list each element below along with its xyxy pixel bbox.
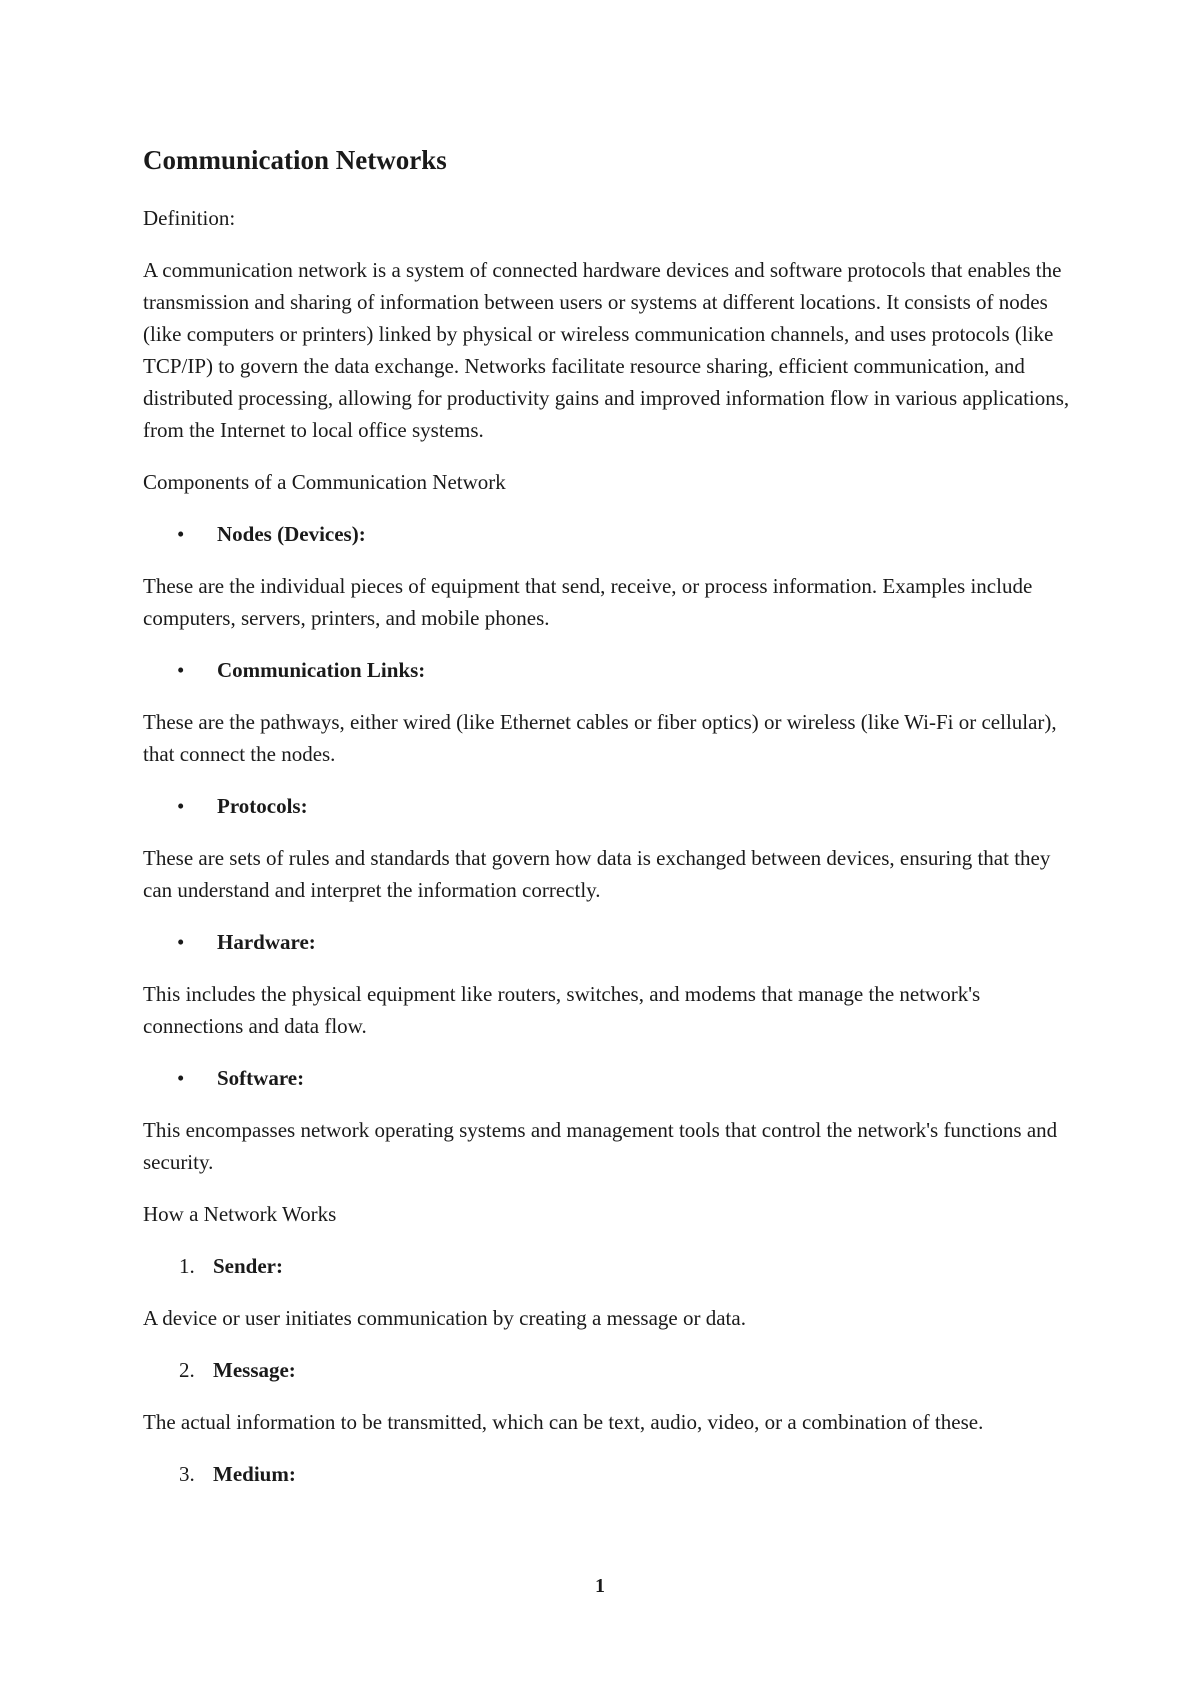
components-heading: Components of a Communication Network xyxy=(143,470,506,494)
component-term: Software: xyxy=(217,1066,305,1090)
step-term: Medium: xyxy=(213,1462,296,1486)
how-heading: How a Network Works xyxy=(143,1202,337,1226)
component-term: Protocols: xyxy=(217,794,308,818)
bullet-marker: • xyxy=(177,794,185,818)
list-item xyxy=(143,1458,1073,1490)
number-marker: 1. xyxy=(179,1254,195,1278)
definition-label: Definition: xyxy=(143,206,236,230)
step-term: Sender: xyxy=(213,1254,283,1278)
list-item xyxy=(143,790,1073,822)
component-term: Communication Links: xyxy=(217,658,426,682)
number-marker: 3. xyxy=(179,1462,195,1486)
definition-text: A communication network is a system of connected hardware devices and software protocols that enables the transmission and sharing of information between users or systems at different locations. It consists of nodes (like computers or printers) linked by physical or wireless communication channels, and uses protocols (like TCP/IP) to govern the data exchange. Networks facilitate resource sharing, efficient communication, and distributed processing, allowing for productivity gains and improved information flow in various applications, from the Internet to local office systems. xyxy=(143,258,1070,442)
component-description: These are the individual pieces of equipment that send, receive, or process information. Examples include computers, servers, printers, and mobile phones. xyxy=(143,574,1033,630)
step-term: Message: xyxy=(213,1358,296,1382)
bullet-marker: • xyxy=(177,522,185,546)
list-item xyxy=(143,1250,1073,1282)
steps-list xyxy=(143,1250,1073,1490)
component-description: This encompasses network operating systems and management tools that control the network's functions and security. xyxy=(143,1118,1058,1174)
bullet-marker: • xyxy=(177,658,185,682)
list-item xyxy=(143,1354,1073,1386)
list-item xyxy=(143,518,1073,550)
step-description: A device or user initiates communication by creating a message or data. xyxy=(143,1306,746,1330)
components-list xyxy=(143,518,1073,1178)
bullet-marker: • xyxy=(177,930,185,954)
document-page xyxy=(143,140,1073,1510)
component-description: These are the pathways, either wired (like Ethernet cables or fiber optics) or wireless (like Wi-Fi or cellular), that connect the nodes. xyxy=(143,710,1057,766)
list-item xyxy=(143,1062,1073,1094)
step-description: The actual information to be transmitted, which can be text, audio, video, or a combination of these. xyxy=(143,1410,984,1434)
component-description: This includes the physical equipment like routers, switches, and modems that manage the network's connections and data flow. xyxy=(143,982,981,1038)
bullet-marker: • xyxy=(177,1066,185,1090)
component-description: These are sets of rules and standards that govern how data is exchanged between devices, ensuring that they can understand and interpret the information correctly. xyxy=(143,846,1051,902)
list-item xyxy=(143,654,1073,686)
page-number: 1 xyxy=(595,1575,605,1597)
list-item xyxy=(143,926,1073,958)
component-term: Hardware: xyxy=(217,930,316,954)
number-marker: 2. xyxy=(179,1358,195,1382)
component-term: Nodes (Devices): xyxy=(217,522,366,546)
page-title: Communication Networks xyxy=(143,145,447,175)
